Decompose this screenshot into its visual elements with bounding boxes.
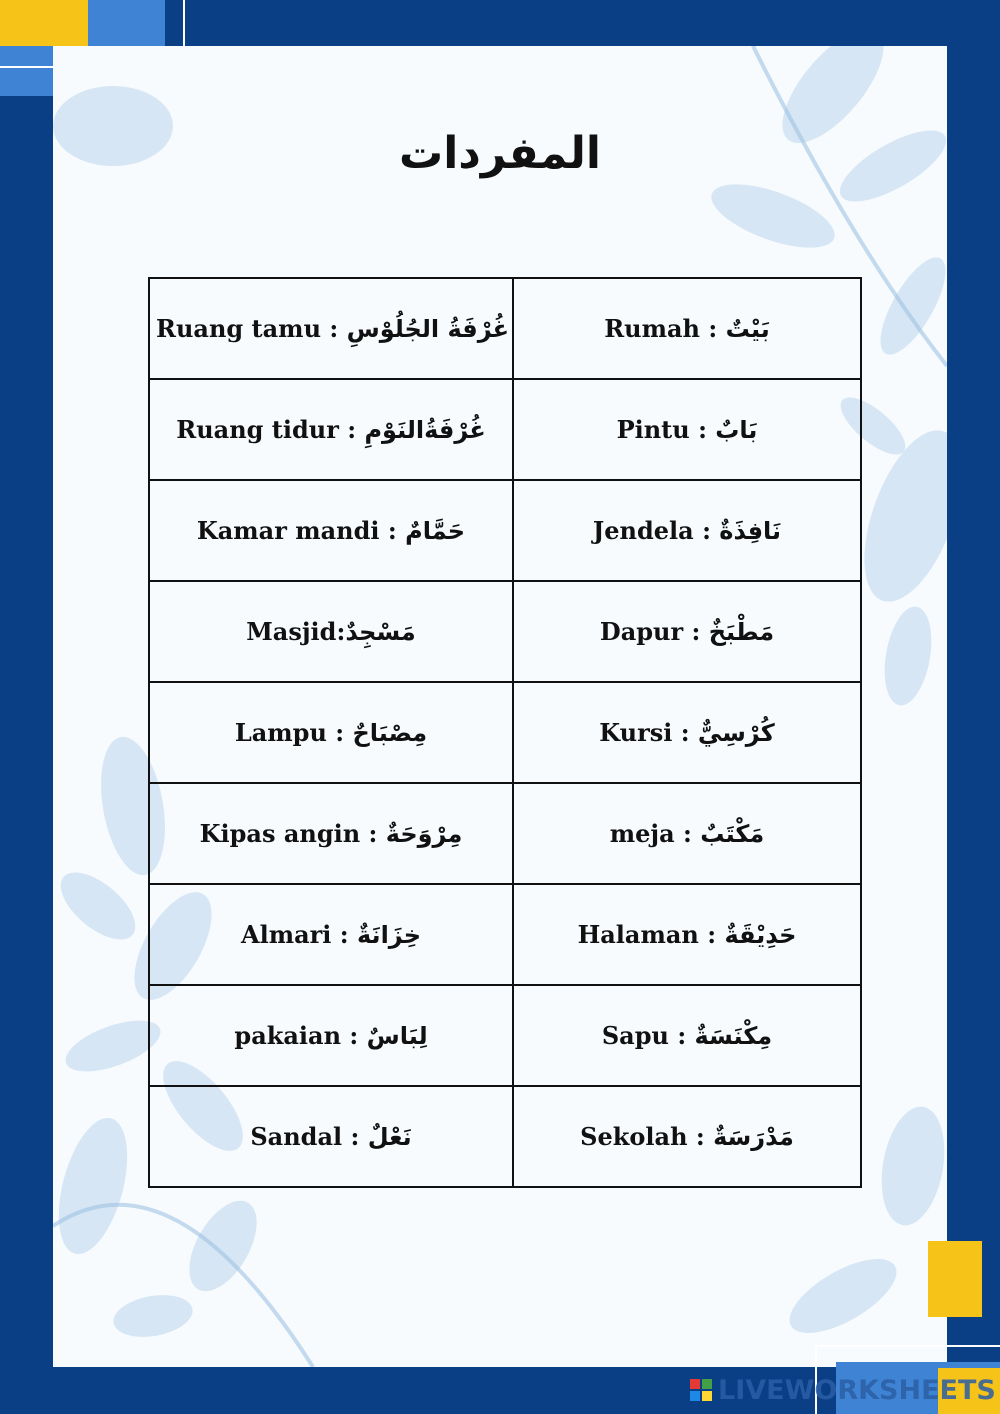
- arabic-word: غُرْفَةُ الجُلُوْسِ: [346, 315, 510, 343]
- separator: :: [687, 1122, 714, 1151]
- arabic-word: مِصْبَاحٌ: [352, 719, 428, 747]
- vocabulary-table: [148, 277, 862, 1188]
- separator: :: [321, 314, 347, 343]
- table-row: [149, 682, 861, 783]
- table-row: [149, 480, 861, 581]
- table-row: [149, 379, 861, 480]
- separator: :: [331, 920, 357, 949]
- table-row: [149, 1086, 861, 1187]
- arabic-word: حَدِيْقَةٌ: [724, 921, 797, 949]
- latin-word: pakaian: [234, 1021, 342, 1050]
- latin-word: Dapur: [599, 617, 684, 646]
- table-row: [149, 581, 861, 682]
- arabic-word: حَمَّامٌ: [405, 517, 466, 545]
- table-row: [149, 278, 861, 379]
- latin-word: Sekolah: [580, 1122, 688, 1151]
- latin-word: Ruang tidur: [176, 415, 339, 444]
- separator: :: [700, 314, 726, 343]
- latin-word: Kipas angin: [199, 819, 361, 848]
- separator: :: [668, 1021, 695, 1050]
- latin-word: Lampu: [234, 718, 327, 747]
- arabic-word: مَكْتَبٌ: [700, 820, 765, 848]
- latin-word: Masjid: [246, 617, 337, 646]
- vocab-cell: [513, 379, 861, 480]
- vocab-cell: [513, 682, 861, 783]
- separator: :: [693, 516, 720, 545]
- separator: :: [342, 1122, 368, 1151]
- vocab-cell: [149, 682, 513, 783]
- separator: :: [683, 617, 709, 646]
- vocab-cell: [149, 985, 513, 1086]
- latin-word: Ruang tamu: [156, 314, 322, 343]
- arabic-word: كُرْسِيٌّ: [697, 719, 775, 747]
- arabic-word: بَيْتٌ: [725, 315, 770, 343]
- vocab-cell: [149, 480, 513, 581]
- latin-word: Sandal: [250, 1122, 343, 1151]
- separator: :: [326, 718, 353, 747]
- table-row: [149, 985, 861, 1086]
- arabic-word: نَعْلٌ: [367, 1123, 412, 1151]
- separator: :: [338, 415, 365, 444]
- watermark: [690, 1374, 996, 1406]
- separator: :: [674, 819, 701, 848]
- latin-word: Halaman: [577, 920, 699, 949]
- vocab-cell: [513, 985, 861, 1086]
- arabic-word: مَسْجِدٌ: [345, 618, 416, 646]
- latin-word: Sapu: [601, 1021, 669, 1050]
- table-row: [149, 884, 861, 985]
- decor-block-yellow-bottom-right: [928, 1241, 982, 1317]
- vocab-cell: [149, 581, 513, 682]
- arabic-word: لِبَاسٌ: [366, 1022, 428, 1050]
- separator: :: [336, 617, 346, 646]
- vocab-cell: [149, 783, 513, 884]
- vocab-cell: [149, 379, 513, 480]
- latin-word: Pintu: [616, 415, 690, 444]
- latin-word: Rumah: [604, 314, 700, 343]
- liveworksheets-logo-icon: [690, 1379, 712, 1401]
- latin-word: Jendela: [592, 516, 694, 545]
- separator: :: [689, 415, 716, 444]
- vocab-cell: [513, 480, 861, 581]
- vocab-cell: [513, 581, 861, 682]
- arabic-word: نَافِذَةٌ: [719, 517, 782, 545]
- vocab-cell: [149, 1086, 513, 1187]
- arabic-word: مَدْرَسَةٌ: [713, 1123, 794, 1151]
- page-title: المفردات: [398, 128, 602, 179]
- latin-word: Kursi: [599, 718, 673, 747]
- arabic-word: مِكْنَسَةٌ: [694, 1022, 773, 1050]
- vocab-cell: [149, 278, 513, 379]
- arabic-word: مِرْوَحَةٌ: [385, 820, 463, 848]
- separator: :: [360, 819, 386, 848]
- vocab-cell: [149, 884, 513, 985]
- table-row: [149, 783, 861, 884]
- latin-word: Almari: [240, 920, 332, 949]
- arabic-word: خِزَانَةٌ: [357, 921, 422, 949]
- vocab-cell: [513, 783, 861, 884]
- separator: :: [698, 920, 725, 949]
- separator: :: [341, 1021, 367, 1050]
- arabic-word: بَابٌ: [715, 416, 758, 444]
- vocab-cell: [513, 884, 861, 985]
- latin-word: meja: [609, 819, 675, 848]
- separator: :: [672, 718, 698, 747]
- arabic-word: غُرْفَةُالنَوْمِ: [364, 416, 486, 444]
- latin-word: Kamar mandi: [196, 516, 380, 545]
- arabic-word: مَطْبَخٌ: [708, 618, 775, 646]
- watermark-text: LIVEWORKSHEETS: [718, 1374, 996, 1406]
- separator: :: [379, 516, 406, 545]
- vocab-cell: [513, 1086, 861, 1187]
- vocab-cell: [513, 278, 861, 379]
